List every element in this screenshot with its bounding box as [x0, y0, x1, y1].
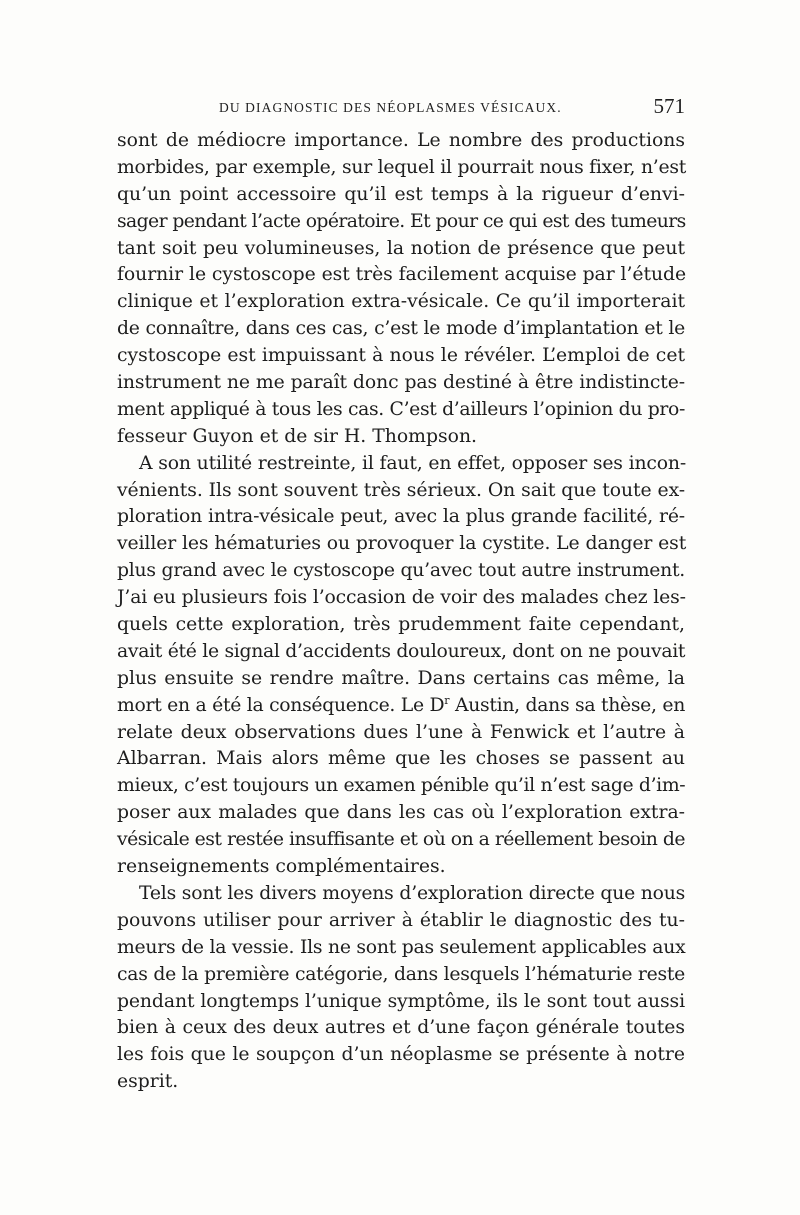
- text-line: renseignements complémentaires.: [117, 856, 446, 878]
- text-line: fournir le cystoscope est très facilement acquise par l’étude: [117, 264, 687, 286]
- text-line: ploration intra-vésicale peut, avec la plus grande facilité, ré-: [117, 506, 685, 528]
- text-line: relate deux observations dues l’une à Fenwick et l’autre à: [117, 721, 685, 743]
- page-number: 571: [653, 94, 685, 118]
- text-line: bien à ceux des deux autres et d’une façon générale toutes: [117, 1017, 685, 1039]
- text-line: mieux, c’est toujours un examen pénible qu’il n’est sage d’im-: [117, 775, 686, 797]
- text-line: pouvons utiliser pour arriver à établir le diagnostic des tu-: [117, 909, 685, 931]
- text-line: plus ensuite se rendre maître. Dans certains cas même, la: [117, 667, 685, 689]
- paragraph: [117, 881, 685, 1096]
- text-line: avait été le signal d’accidents douloureux, dont on ne pouvait: [117, 640, 686, 662]
- body-text: [117, 128, 685, 1096]
- text-line: veiller les hématuries ou provoquer la cystite. Le danger est: [117, 533, 687, 555]
- text-line: tant soit peu volumineuses, la notion de présence que peut: [117, 237, 685, 259]
- text-line: pendant longtemps l’unique symptôme, ils le sont tout aussi: [117, 990, 685, 1012]
- running-head: [117, 94, 685, 122]
- paragraph: [117, 128, 685, 451]
- text-line: clinique et l’exploration extra-vésicale. Ce qu’il importerait: [117, 291, 685, 313]
- text-line: de connaître, dans ces cas, c’est le mode d’implantation et le: [117, 318, 685, 340]
- text-line: J’ai eu plusieurs fois l’occasion de voir des malades chez les-: [117, 587, 686, 609]
- text-line: esprit.: [117, 1071, 179, 1093]
- text-line: les fois que le soupçon d’un néoplasme se présente à notre: [117, 1044, 685, 1066]
- text-line: ment appliqué à tous les cas. C’est d’ailleurs l’opinion du pro-: [117, 398, 685, 420]
- text-line: sont de médiocre importance. Le nombre des productions: [117, 130, 685, 151]
- line-text: Austin, dans sa thèse, en: [449, 694, 686, 716]
- text-line: morbides, par exemple, sur lequel il pourrait nous fixer, n’est: [117, 156, 687, 178]
- paragraph: [117, 451, 685, 881]
- superscript: r: [444, 693, 450, 707]
- text-line: [117, 693, 685, 720]
- text-line: qu’un point accessoire qu’il est temps à la rigueur d’envi-: [117, 183, 685, 205]
- text-line: plus grand avec le cystoscope qu’avec tout autre instrument.: [117, 560, 685, 582]
- text-line: A son utilité restreinte, il faut, en effet, opposer ses incon-: [139, 452, 687, 474]
- text-line: poser aux malades que dans les cas où l’exploration extra-: [117, 802, 685, 824]
- text-line: fesseur Guyon et de sir H. Thompson.: [117, 425, 478, 447]
- line-text: mort en a été la conséquence. Le D: [117, 694, 445, 716]
- text-line: meurs de la vessie. Ils ne sont pas seulement applicables aux: [117, 936, 686, 958]
- text-line: Tels sont les divers moyens d’exploration directe que nous: [139, 882, 686, 904]
- text-line: instrument ne me paraît donc pas destiné à être indistincte-: [117, 372, 685, 394]
- text-line: vésicale est restée insuffisante et où on a réellement besoin de: [117, 829, 685, 851]
- text-line: quels cette exploration, très prudemment faite cependant,: [117, 614, 685, 636]
- text-line: cystoscope est impuissant à nous le révéler. L’emploi de cet: [117, 345, 685, 367]
- text-line: sager pendant l’acte opératoire. Et pour ce qui est des tumeurs: [117, 210, 686, 232]
- text-line: Albarran. Mais alors même que les choses se passent au: [117, 748, 685, 770]
- text-line: cas de la première catégorie, dans lesquels l’hématurie reste: [117, 963, 686, 985]
- running-title: DU DIAGNOSTIC DES NÉOPLASMES VÉSICAUX.: [219, 100, 562, 115]
- text-line: vénients. Ils sont souvent très sérieux. On sait que toute ex-: [117, 479, 686, 501]
